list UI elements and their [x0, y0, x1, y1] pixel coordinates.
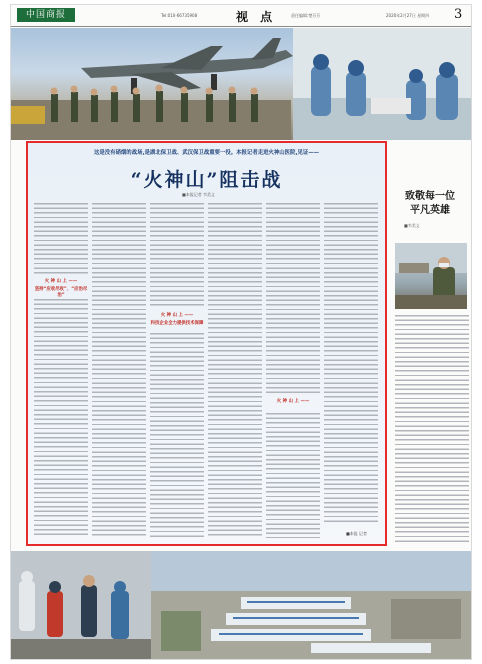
sidebar-title: [395, 190, 465, 218]
sidebar-byline: ■韦美义: [404, 223, 420, 228]
story-column-4: [208, 203, 262, 538]
story-column-5: [266, 203, 320, 538]
page-number: 3: [454, 7, 463, 22]
sidebar-title-line1: 致敬每一位: [405, 191, 455, 202]
section-title: 视 点: [236, 10, 277, 24]
story-column-6: [324, 203, 378, 538]
top-photo-aircraft-medics: [11, 28, 472, 140]
column-text: [208, 203, 262, 538]
column-text: [150, 203, 204, 309]
sidebar-title-line2: 平凡英雄: [410, 205, 450, 216]
newspaper-page: [10, 4, 472, 660]
story-columns: [34, 203, 381, 538]
bottom-photo-hospital: [11, 551, 472, 660]
story-column-2: [92, 203, 146, 538]
story-headline: “火神山”阻击战: [130, 169, 283, 191]
story-subhead-3: 火 神 山 上 ——: [160, 313, 194, 318]
story-subhead-4: 科技企业全力提供技术保障: [150, 321, 204, 326]
sidebar-body-text: [395, 315, 469, 543]
story-signature: ■本报 记者: [346, 531, 368, 536]
column-text: [266, 413, 320, 538]
sidebar-text-lines: [395, 315, 469, 543]
story-kicker: 这是没有硝烟的战场,是湖北保卫战、武汉保卫战重要一役。本报记者走进火神山医院,见证——: [93, 150, 320, 156]
column-text: [92, 203, 146, 538]
masthead-date: 2020年2月27日 星期四: [386, 13, 430, 18]
column-text: [34, 203, 88, 275]
story-subhead-1: 火 神 山 上 ——: [44, 279, 78, 284]
column-text: [150, 333, 204, 538]
masthead: [11, 5, 472, 27]
column-text: [34, 299, 88, 538]
story-column-1: [34, 203, 88, 538]
masthead-tel: Tel:010-66735908: [161, 13, 198, 18]
column-text: [266, 203, 320, 393]
story-subhead-2: 坚持“应收尽收”、“应治尽治”: [34, 287, 88, 298]
sidebar-photo-worker: [395, 243, 467, 309]
story-byline: ■本报记者 韦美义: [182, 192, 216, 197]
newspaper-logo: 中国商报: [17, 8, 75, 22]
story-subhead-5: 火 神 山 上 ——: [276, 399, 310, 404]
column-text: [324, 203, 378, 523]
main-story-frame: [26, 141, 387, 546]
story-column-3: [150, 203, 204, 538]
masthead-editor: 责任编辑:楚芬芬: [291, 13, 321, 18]
